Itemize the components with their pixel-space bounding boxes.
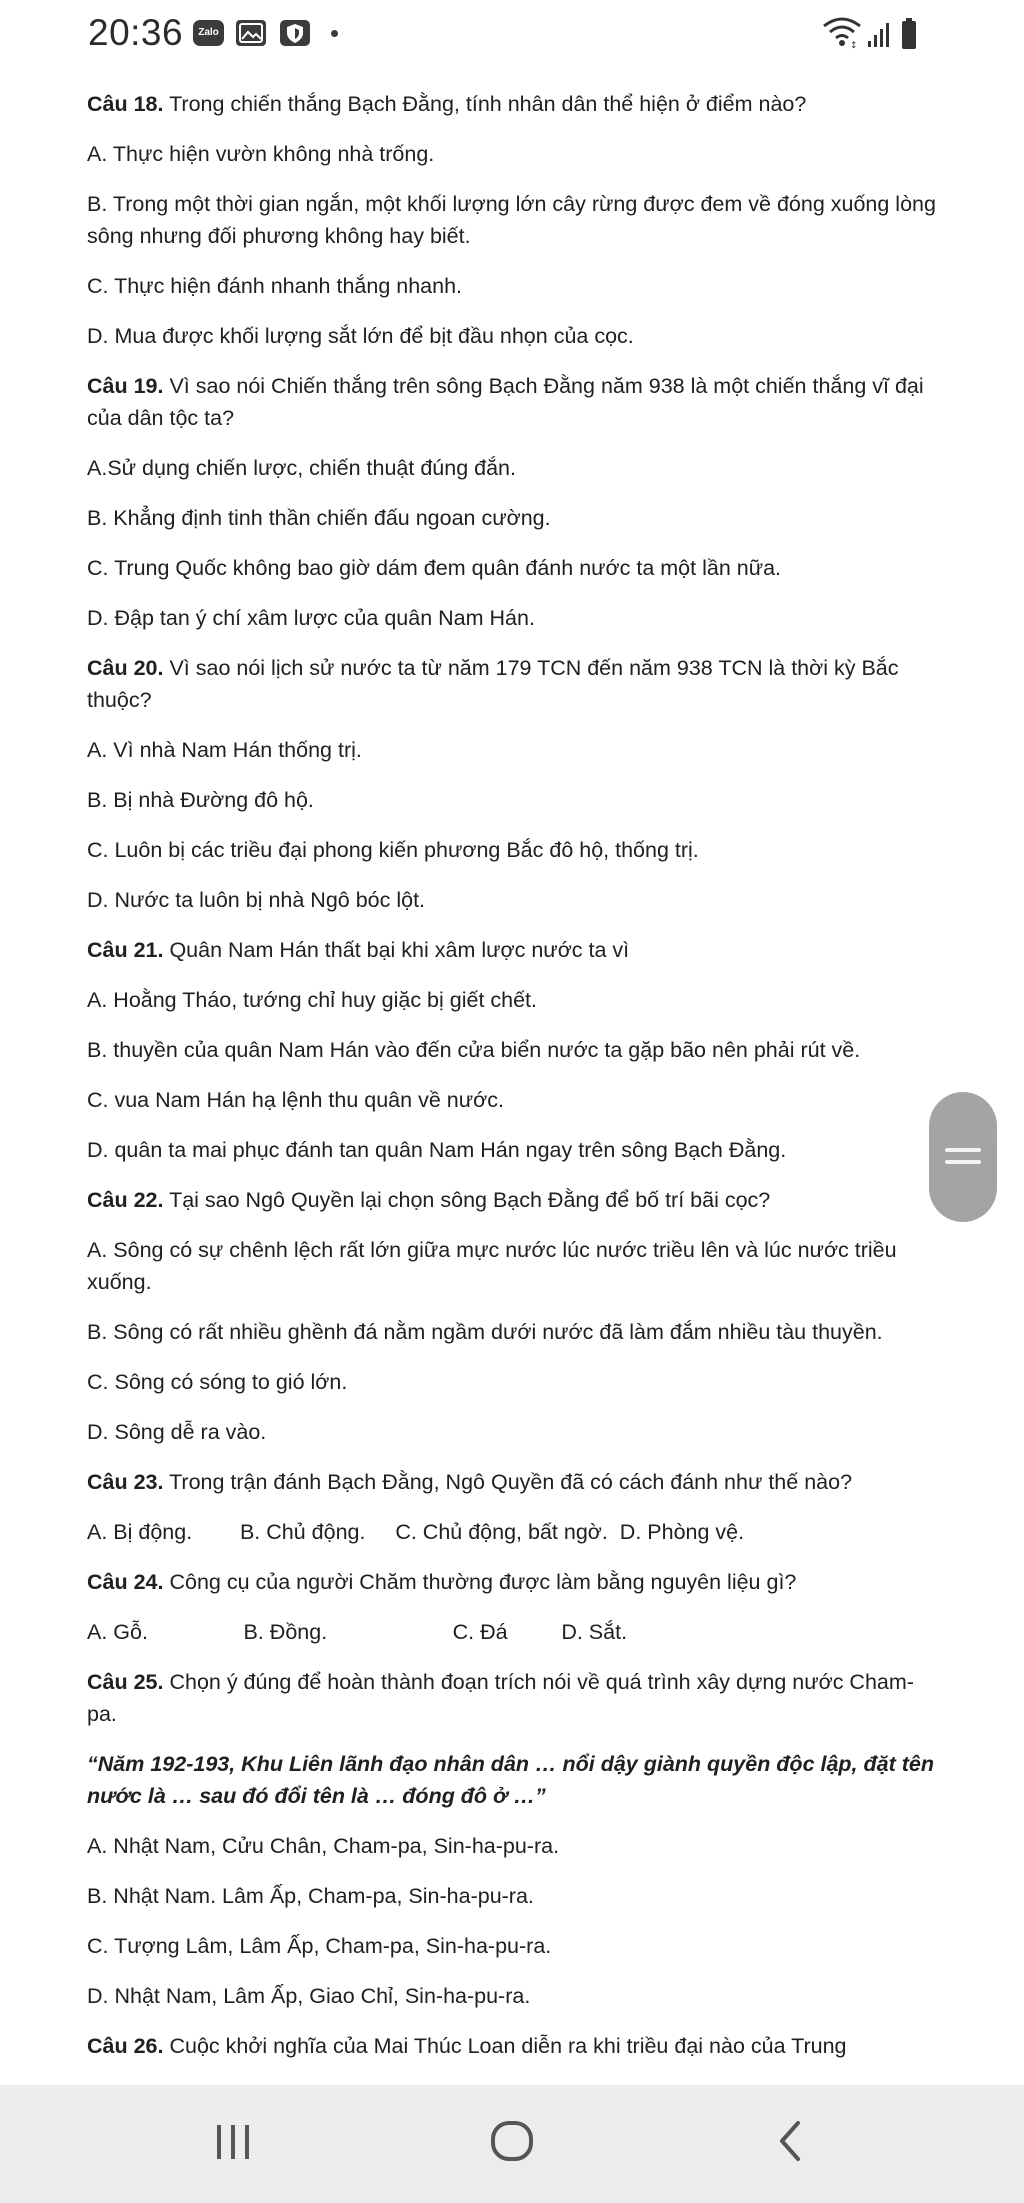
- question-stem: Tại sao Ngô Quyền lại chọn sông Bạch Đằng để bố trí bãi cọc?: [163, 1188, 771, 1212]
- question-number: Câu 22.: [87, 1188, 164, 1212]
- question-text: [87, 1666, 937, 1730]
- answer-option: A.Sử dụng chiến lược, chiến thuật đúng đắn.: [87, 456, 516, 480]
- answer-option: D. Nước ta luôn bị nhà Ngô bóc lột.: [87, 888, 426, 912]
- battery-icon: [902, 18, 916, 49]
- shield-icon: [280, 20, 310, 46]
- home-icon: [452, 2085, 572, 2203]
- wifi-icon: [824, 19, 860, 51]
- answer-option: A. Nhật Nam, Cửu Chân, Cham-pa, Sin-ha-pu-ra.: [87, 1834, 560, 1858]
- back-icon: [728, 2085, 848, 2203]
- question-text: [87, 1566, 937, 1598]
- question-text: [87, 1466, 937, 1498]
- question-block: [87, 88, 942, 352]
- back-button[interactable]: [728, 2085, 848, 2203]
- question-stem: Trong chiến thắng Bạch Đằng, tính nhân dân thể hiện ở điểm nào?: [163, 92, 807, 116]
- answer-option: B. Sông có rất nhiều ghềnh đá nằm ngầm dưới nước đã làm đắm nhiều tàu thuyền.: [87, 1320, 883, 1344]
- scroll-handle-line-icon: [945, 1148, 981, 1152]
- question-block: [87, 1466, 937, 1548]
- document-content: [87, 88, 942, 2080]
- answer-option: C. Luôn bị các triều đại phong kiến phương Bắc đô hộ, thống trị.: [87, 838, 699, 862]
- home-button[interactable]: [452, 2085, 572, 2203]
- system-status-icons: [822, 14, 932, 52]
- answer-option: D. Đập tan ý chí xâm lược của quân Nam Hán.: [87, 606, 535, 630]
- question-block: [87, 370, 937, 634]
- answer-option: A. Sông có sự chênh lệch rất lớn giữa mực nước lúc nước triều lên và lúc nước triều xuống.: [87, 1238, 903, 1294]
- answer-option: B. Khẳng định tinh thần chiến đấu ngoan cường.: [87, 506, 551, 530]
- answer-option: A. Gỗ. B. Đồng. C. Đá D. Sắt.: [87, 1620, 628, 1644]
- question-number: Câu 25.: [87, 1670, 164, 1694]
- answer-option: A. Bị động. B. Chủ động. C. Chủ động, bất ngờ. D. Phòng vệ.: [87, 1520, 745, 1544]
- question-number: Câu 26.: [87, 2034, 164, 2058]
- answer-option: B. Bị nhà Đường đô hộ.: [87, 788, 314, 812]
- answer-option: D. Sông dễ ra vào.: [87, 1420, 267, 1444]
- zalo-icon: Zalo: [193, 20, 224, 46]
- question-stem: Vì sao nói lịch sử nước ta từ năm 179 TCN đến năm 938 TCN là thời kỳ Bắc thuộc?: [87, 656, 905, 712]
- svg-text:↕: ↕: [850, 41, 858, 51]
- question-text: [87, 370, 937, 434]
- question-number: Câu 18.: [87, 92, 164, 116]
- answer-option: A. Vì nhà Nam Hán thống trị.: [87, 738, 362, 762]
- question-text: [87, 1184, 937, 1216]
- answer-option: D. quân ta mai phục đánh tan quân Nam Hán ngay trên sông Bạch Đằng.: [87, 1138, 787, 1162]
- signal-icon: [868, 23, 889, 47]
- answer-option: B. Trong một thời gian ngắn, một khối lượng lớn cây rừng được đem về đóng xuống lòng sông nhưng đối phương không hay biết.: [87, 192, 942, 248]
- question-stem: Công cụ của người Chăm thường được làm bằng nguyên liệu gì?: [163, 1570, 797, 1594]
- navigation-bar: [0, 2085, 1024, 2203]
- recent-apps-icon: [175, 2085, 295, 2203]
- answer-option: B. thuyền của quân Nam Hán vào đến cửa biển nước ta gặp bão nên phải rút về.: [87, 1038, 861, 1062]
- question-block: [87, 1566, 937, 1648]
- question-block: [87, 652, 937, 916]
- status-bar: [0, 0, 1024, 70]
- status-time: 20:36: [88, 12, 184, 53]
- question-block: [87, 2030, 937, 2062]
- scroll-handle-line-icon: [945, 1160, 981, 1164]
- answer-option: B. Nhật Nam. Lâm Ấp, Cham-pa, Sin-ha-pu-ra.: [87, 1884, 534, 1908]
- answer-option: C. Trung Quốc không bao giờ dám đem quân đánh nước ta một lần nữa.: [87, 556, 782, 580]
- answer-option: A. Hoằng Tháo, tướng chỉ huy giặc bị giết chết.: [87, 988, 537, 1012]
- notification-dot-icon: [331, 30, 338, 37]
- question-text: [87, 88, 937, 120]
- question-number: Câu 20.: [87, 656, 164, 680]
- answer-option: C. Sông có sóng to gió lớn.: [87, 1370, 348, 1394]
- question-text: [87, 2030, 937, 2062]
- question-number: Câu 24.: [87, 1570, 164, 1594]
- answer-option: D. Mua được khối lượng sắt lớn để bịt đầu nhọn của cọc.: [87, 324, 634, 348]
- question-block: [87, 1184, 937, 1448]
- question-stem: Vì sao nói Chiến thắng trên sông Bạch Đằng năm 938 là một chiến thắng vĩ đại của dân tộc ta?: [87, 374, 930, 430]
- question-number: Câu 21.: [87, 938, 164, 962]
- recent-apps-button[interactable]: [175, 2085, 295, 2203]
- answer-option: C. vua Nam Hán hạ lệnh thu quân về nước.: [87, 1088, 504, 1112]
- question-text: [87, 652, 937, 716]
- question-stem: Quân Nam Hán thất bại khi xâm lược nước ta vì: [163, 938, 630, 962]
- question-quote: “Năm 192-193, Khu Liên lãnh đạo nhân dân … nổi dậy giành quyền độc lập, đặt tên nước là … sau đó đổi tên là … đóng đô ở …”: [87, 1752, 940, 1808]
- question-block: [87, 934, 937, 1166]
- question-block: [87, 1666, 940, 2012]
- scroll-handle[interactable]: [929, 1092, 997, 1222]
- question-number: Câu 19.: [87, 374, 164, 398]
- answer-option: A. Thực hiện vườn không nhà trống.: [87, 142, 435, 166]
- gallery-icon: [236, 20, 266, 46]
- answer-option: D. Nhật Nam, Lâm Ấp, Giao Chỉ, Sin-ha-pu-ra.: [87, 1984, 531, 2008]
- question-number: Câu 23.: [87, 1470, 164, 1494]
- question-text: [87, 934, 937, 966]
- answer-option: C. Thực hiện đánh nhanh thắng nhanh.: [87, 274, 463, 298]
- answer-option: C. Tượng Lâm, Lâm Ấp, Cham-pa, Sin-ha-pu-ra.: [87, 1934, 552, 1958]
- question-stem: Chọn ý đúng để hoàn thành đoạn trích nói về quá trình xây dựng nước Cham-pa.: [87, 1670, 914, 1726]
- question-stem: Cuộc khởi nghĩa của Mai Thúc Loan diễn ra khi triều đại nào của Trung: [163, 2034, 847, 2058]
- question-stem: Trong trận đánh Bạch Đằng, Ngô Quyền đã có cách đánh như thế nào?: [163, 1470, 853, 1494]
